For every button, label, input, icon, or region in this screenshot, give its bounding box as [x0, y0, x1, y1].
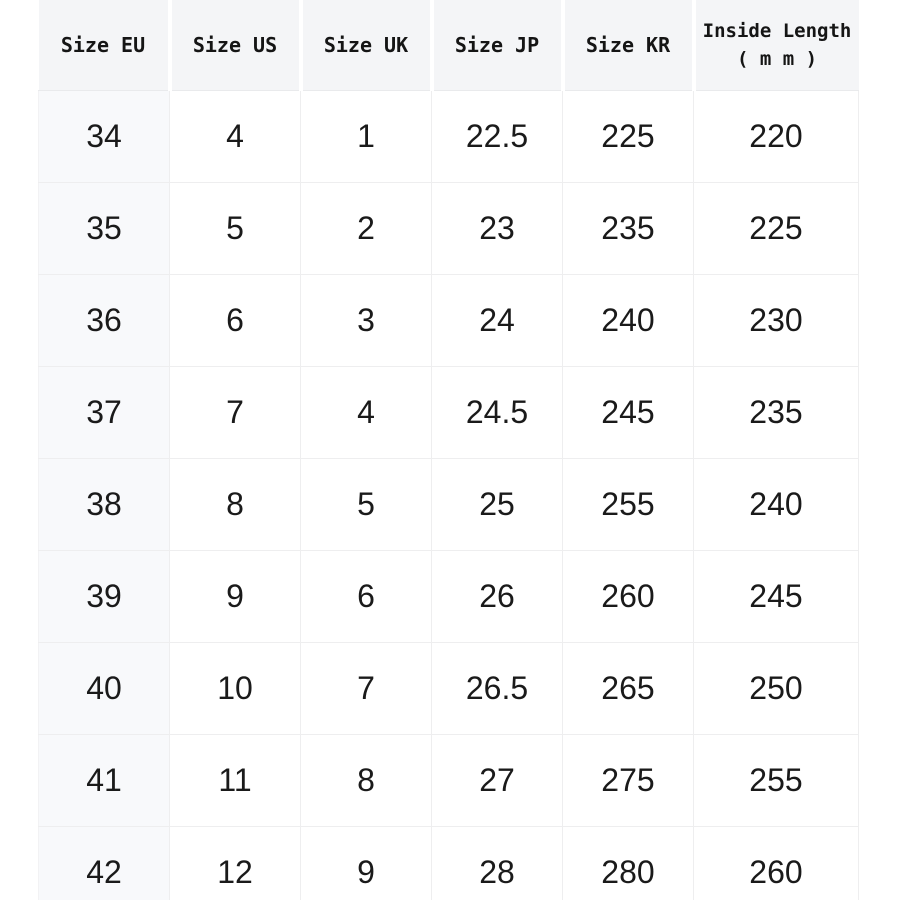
cell-size-jp: 27 — [432, 735, 563, 827]
cell-size-eu: 37 — [39, 367, 170, 459]
column-header-line2: ( m m ) — [736, 48, 818, 70]
cell-size-us: 9 — [170, 551, 301, 643]
cell-inside-length: 260 — [694, 827, 859, 900]
cell-inside-length: 230 — [694, 275, 859, 367]
cell-size-jp: 26 — [432, 551, 563, 643]
cell-size-uk: 6 — [301, 551, 432, 643]
table-row — [39, 643, 859, 735]
cell-size-uk: 1 — [301, 91, 432, 183]
cell-size-kr: 225 — [563, 91, 694, 183]
header-row — [39, 0, 859, 91]
cell-size-uk: 7 — [301, 643, 432, 735]
cell-size-uk: 3 — [301, 275, 432, 367]
cell-size-uk: 9 — [301, 827, 432, 900]
column-header-size-us — [170, 0, 301, 91]
cell-size-jp: 28 — [432, 827, 563, 900]
cell-size-us: 4 — [170, 91, 301, 183]
cell-size-kr: 245 — [563, 367, 694, 459]
column-header-line1: Inside Length — [702, 20, 852, 42]
table-row — [39, 367, 859, 459]
cell-size-uk: 8 — [301, 735, 432, 827]
column-header-size-jp — [432, 0, 563, 91]
table-row — [39, 827, 859, 900]
cell-size-eu: 34 — [39, 91, 170, 183]
column-header-label: Size KR — [585, 33, 671, 57]
cell-size-eu: 41 — [39, 735, 170, 827]
cell-inside-length: 245 — [694, 551, 859, 643]
cell-size-jp: 26.5 — [432, 643, 563, 735]
column-header-inside-length — [694, 0, 859, 91]
cell-size-us: 10 — [170, 643, 301, 735]
table-row — [39, 551, 859, 643]
table-row — [39, 735, 859, 827]
column-header-size-uk — [301, 0, 432, 91]
column-header-size-kr — [563, 0, 694, 91]
cell-size-kr: 235 — [563, 183, 694, 275]
cell-size-kr: 275 — [563, 735, 694, 827]
column-header-label: Size EU — [60, 33, 146, 57]
cell-size-uk: 2 — [301, 183, 432, 275]
cell-size-jp: 24.5 — [432, 367, 563, 459]
cell-size-kr: 265 — [563, 643, 694, 735]
cell-inside-length: 235 — [694, 367, 859, 459]
cell-inside-length: 240 — [694, 459, 859, 551]
cell-size-eu: 42 — [39, 827, 170, 900]
table-row — [39, 275, 859, 367]
table-row — [39, 91, 859, 183]
column-header-size-eu — [39, 0, 170, 91]
cell-size-jp: 25 — [432, 459, 563, 551]
cell-size-kr: 260 — [563, 551, 694, 643]
column-header-label: Size JP — [454, 33, 540, 57]
column-header-label: Size UK — [323, 33, 409, 57]
cell-size-kr: 255 — [563, 459, 694, 551]
cell-size-us: 7 — [170, 367, 301, 459]
cell-size-us: 11 — [170, 735, 301, 827]
cell-size-uk: 4 — [301, 367, 432, 459]
cell-size-jp: 24 — [432, 275, 563, 367]
cell-size-kr: 280 — [563, 827, 694, 900]
cell-size-eu: 38 — [39, 459, 170, 551]
cell-size-eu: 35 — [39, 183, 170, 275]
cell-size-us: 6 — [170, 275, 301, 367]
cell-size-jp: 23 — [432, 183, 563, 275]
cell-size-eu: 40 — [39, 643, 170, 735]
cell-size-jp: 22.5 — [432, 91, 563, 183]
table-row — [39, 183, 859, 275]
cell-size-eu: 36 — [39, 275, 170, 367]
cell-size-eu: 39 — [39, 551, 170, 643]
cell-size-us: 12 — [170, 827, 301, 900]
cell-size-uk: 5 — [301, 459, 432, 551]
cell-inside-length: 250 — [694, 643, 859, 735]
cell-size-kr: 240 — [563, 275, 694, 367]
size-chart-table — [38, 0, 859, 900]
cell-inside-length: 220 — [694, 91, 859, 183]
column-header-label — [696, 17, 859, 73]
cell-size-us: 8 — [170, 459, 301, 551]
table-row — [39, 459, 859, 551]
column-header-label: Size US — [192, 33, 278, 57]
cell-inside-length: 225 — [694, 183, 859, 275]
cell-size-us: 5 — [170, 183, 301, 275]
cell-inside-length: 255 — [694, 735, 859, 827]
